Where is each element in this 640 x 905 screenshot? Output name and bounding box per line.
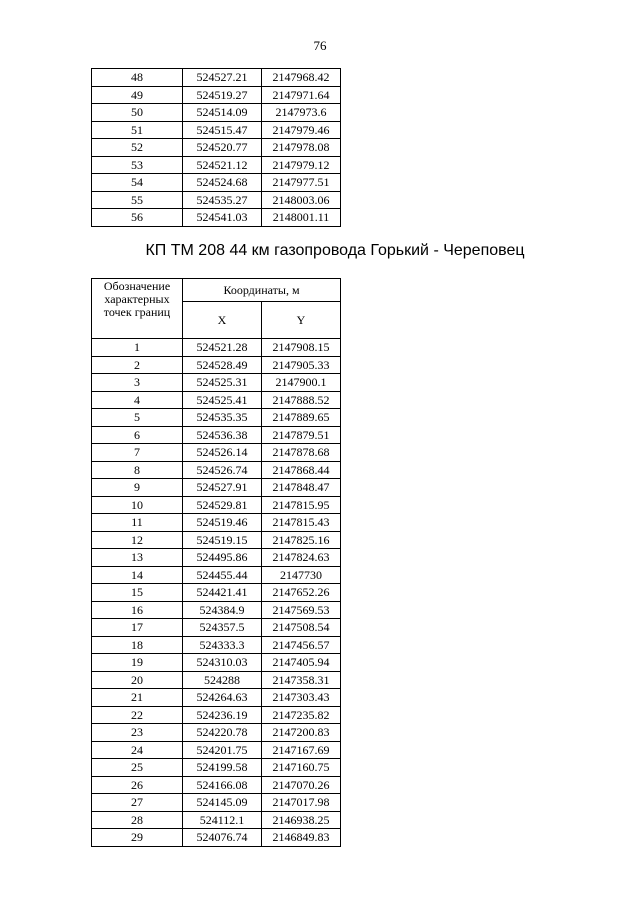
point-number-cell: 3 [92,374,183,392]
table-row [92,829,341,847]
table-row [92,156,341,174]
point-number-cell: 49 [92,86,183,104]
y-coordinate-cell: 2147973.6 [262,104,341,122]
table-row [92,811,341,829]
table-row [92,636,341,654]
y-coordinate-cell: 2146849.83 [262,829,341,847]
section-title: КП ТМ 208 44 км газопровода Горький - Череповец [145,242,525,259]
table-row [92,374,341,392]
table-row [92,86,341,104]
y-coordinate-cell: 2147070.26 [262,776,341,794]
y-coordinate-cell: 2147730 [262,566,341,584]
point-number-cell: 23 [92,724,183,742]
point-number-cell: 19 [92,654,183,672]
x-coordinate-cell: 524528.49 [183,356,262,374]
y-coordinate-cell: 2147978.08 [262,139,341,157]
y-coordinate-cell: 2147303.43 [262,689,341,707]
x-coordinate-cell: 524535.35 [183,409,262,427]
y-coordinate-cell: 2147652.26 [262,584,341,602]
x-coordinate-cell: 524525.41 [183,391,262,409]
table-row [92,619,341,637]
point-number-cell: 16 [92,601,183,619]
table-row [92,741,341,759]
table-row [92,174,341,192]
x-coordinate-cell: 524236.19 [183,706,262,724]
y-coordinate-cell: 2147569.53 [262,601,341,619]
table-row [92,601,341,619]
x-coordinate-cell: 524519.27 [183,86,262,104]
y-coordinate-cell: 2147017.98 [262,794,341,812]
point-number-cell: 11 [92,514,183,532]
point-number-cell: 55 [92,191,183,209]
y-coordinate-cell: 2148003.06 [262,191,341,209]
header-coordinates: Координаты, м [183,279,341,302]
x-coordinate-cell: 524521.28 [183,339,262,357]
point-number-cell: 22 [92,706,183,724]
y-coordinate-cell: 2147235.82 [262,706,341,724]
coordinates-table-body [92,339,341,847]
table-row [92,426,341,444]
x-coordinate-cell: 524524.68 [183,174,262,192]
page-number: 76 [313,38,327,53]
table-row [92,671,341,689]
x-coordinate-cell: 524288 [183,671,262,689]
y-coordinate-cell: 2148001.11 [262,209,341,227]
point-number-cell: 1 [92,339,183,357]
table-row [92,514,341,532]
y-coordinate-cell: 2147200.83 [262,724,341,742]
point-number-cell: 56 [92,209,183,227]
point-number-cell: 9 [92,479,183,497]
point-number-cell: 2 [92,356,183,374]
table-row [92,479,341,497]
point-number-cell: 5 [92,409,183,427]
table-row [92,461,341,479]
point-number-cell: 28 [92,811,183,829]
y-coordinate-cell: 2147979.12 [262,156,341,174]
x-coordinate-cell: 524199.58 [183,759,262,777]
header-point-label: Обозначение характерных точек границ [92,279,183,339]
x-coordinate-cell: 524220.78 [183,724,262,742]
point-number-cell: 14 [92,566,183,584]
y-coordinate-cell: 2147358.31 [262,671,341,689]
x-coordinate-cell: 524333.3 [183,636,262,654]
table-row [92,121,341,139]
x-coordinate-cell: 524166.08 [183,776,262,794]
x-coordinate-cell: 524514.09 [183,104,262,122]
point-number-cell: 4 [92,391,183,409]
x-coordinate-cell: 524526.74 [183,461,262,479]
x-coordinate-cell: 524527.21 [183,69,262,87]
table-row [92,566,341,584]
table-row [92,391,341,409]
point-number-cell: 25 [92,759,183,777]
point-number-cell: 7 [92,444,183,462]
coordinates-table [91,278,341,847]
header-y: Y [262,302,341,339]
point-number-cell: 10 [92,496,183,514]
y-coordinate-cell: 2147977.51 [262,174,341,192]
point-number-cell: 12 [92,531,183,549]
x-coordinate-cell: 524455.44 [183,566,262,584]
y-coordinate-cell: 2147879.51 [262,426,341,444]
x-coordinate-cell: 524526.14 [183,444,262,462]
y-coordinate-cell: 2147889.65 [262,409,341,427]
point-number-cell: 18 [92,636,183,654]
x-coordinate-cell: 524525.31 [183,374,262,392]
table-row [92,584,341,602]
y-coordinate-cell: 2147815.95 [262,496,341,514]
y-coordinate-cell: 2147878.68 [262,444,341,462]
y-coordinate-cell: 2147160.75 [262,759,341,777]
x-coordinate-cell: 524421.41 [183,584,262,602]
y-coordinate-cell: 2147167.69 [262,741,341,759]
table-row [92,759,341,777]
y-coordinate-cell: 2147888.52 [262,391,341,409]
table-row [92,549,341,567]
coordinates-table-continued-body [92,69,341,227]
x-coordinate-cell: 524519.46 [183,514,262,532]
table-row [92,209,341,227]
y-coordinate-cell: 2147508.54 [262,619,341,637]
x-coordinate-cell: 524201.75 [183,741,262,759]
table-row [92,104,341,122]
point-number-cell: 26 [92,776,183,794]
point-number-cell: 21 [92,689,183,707]
point-number-cell: 27 [92,794,183,812]
y-coordinate-cell: 2147848.47 [262,479,341,497]
table-row [92,706,341,724]
x-coordinate-cell: 524519.15 [183,531,262,549]
x-coordinate-cell: 524536.38 [183,426,262,444]
point-number-cell: 54 [92,174,183,192]
y-coordinate-cell: 2147900.1 [262,374,341,392]
table-row [92,531,341,549]
table-row [92,654,341,672]
table-row [92,689,341,707]
point-number-cell: 13 [92,549,183,567]
table-row [92,139,341,157]
point-number-cell: 6 [92,426,183,444]
y-coordinate-cell: 2147824.63 [262,549,341,567]
table-row [92,339,341,357]
x-coordinate-cell: 524529.81 [183,496,262,514]
y-coordinate-cell: 2147971.64 [262,86,341,104]
coordinates-table-header [92,279,341,339]
point-number-cell: 15 [92,584,183,602]
point-number-cell: 48 [92,69,183,87]
y-coordinate-cell: 2147979.46 [262,121,341,139]
table-row [92,496,341,514]
x-coordinate-cell: 524076.74 [183,829,262,847]
point-number-cell: 20 [92,671,183,689]
table-row [92,444,341,462]
point-number-cell: 51 [92,121,183,139]
point-number-cell: 52 [92,139,183,157]
table-row [92,356,341,374]
y-coordinate-cell: 2147908.15 [262,339,341,357]
x-coordinate-cell: 524515.47 [183,121,262,139]
x-coordinate-cell: 524520.77 [183,139,262,157]
y-coordinate-cell: 2147815.43 [262,514,341,532]
x-coordinate-cell: 524384.9 [183,601,262,619]
header-x: X [183,302,262,339]
table-row [92,776,341,794]
y-coordinate-cell: 2146938.25 [262,811,341,829]
table-row [92,409,341,427]
coordinates-table-continued [91,68,341,227]
table-row [92,794,341,812]
y-coordinate-cell: 2147905.33 [262,356,341,374]
point-number-cell: 29 [92,829,183,847]
x-coordinate-cell: 524535.27 [183,191,262,209]
point-number-cell: 53 [92,156,183,174]
x-coordinate-cell: 524357.5 [183,619,262,637]
point-number-cell: 8 [92,461,183,479]
table-row [92,69,341,87]
x-coordinate-cell: 524264.63 [183,689,262,707]
table-row [92,191,341,209]
y-coordinate-cell: 2147868.44 [262,461,341,479]
y-coordinate-cell: 2147456.57 [262,636,341,654]
x-coordinate-cell: 524145.09 [183,794,262,812]
x-coordinate-cell: 524541.03 [183,209,262,227]
y-coordinate-cell: 2147968.42 [262,69,341,87]
x-coordinate-cell: 524310.03 [183,654,262,672]
point-number-cell: 17 [92,619,183,637]
x-coordinate-cell: 524495.86 [183,549,262,567]
y-coordinate-cell: 2147405.94 [262,654,341,672]
x-coordinate-cell: 524527.91 [183,479,262,497]
point-number-cell: 24 [92,741,183,759]
y-coordinate-cell: 2147825.16 [262,531,341,549]
header-row [92,279,341,302]
point-number-cell: 50 [92,104,183,122]
x-coordinate-cell: 524112.1 [183,811,262,829]
table-row [92,724,341,742]
x-coordinate-cell: 524521.12 [183,156,262,174]
